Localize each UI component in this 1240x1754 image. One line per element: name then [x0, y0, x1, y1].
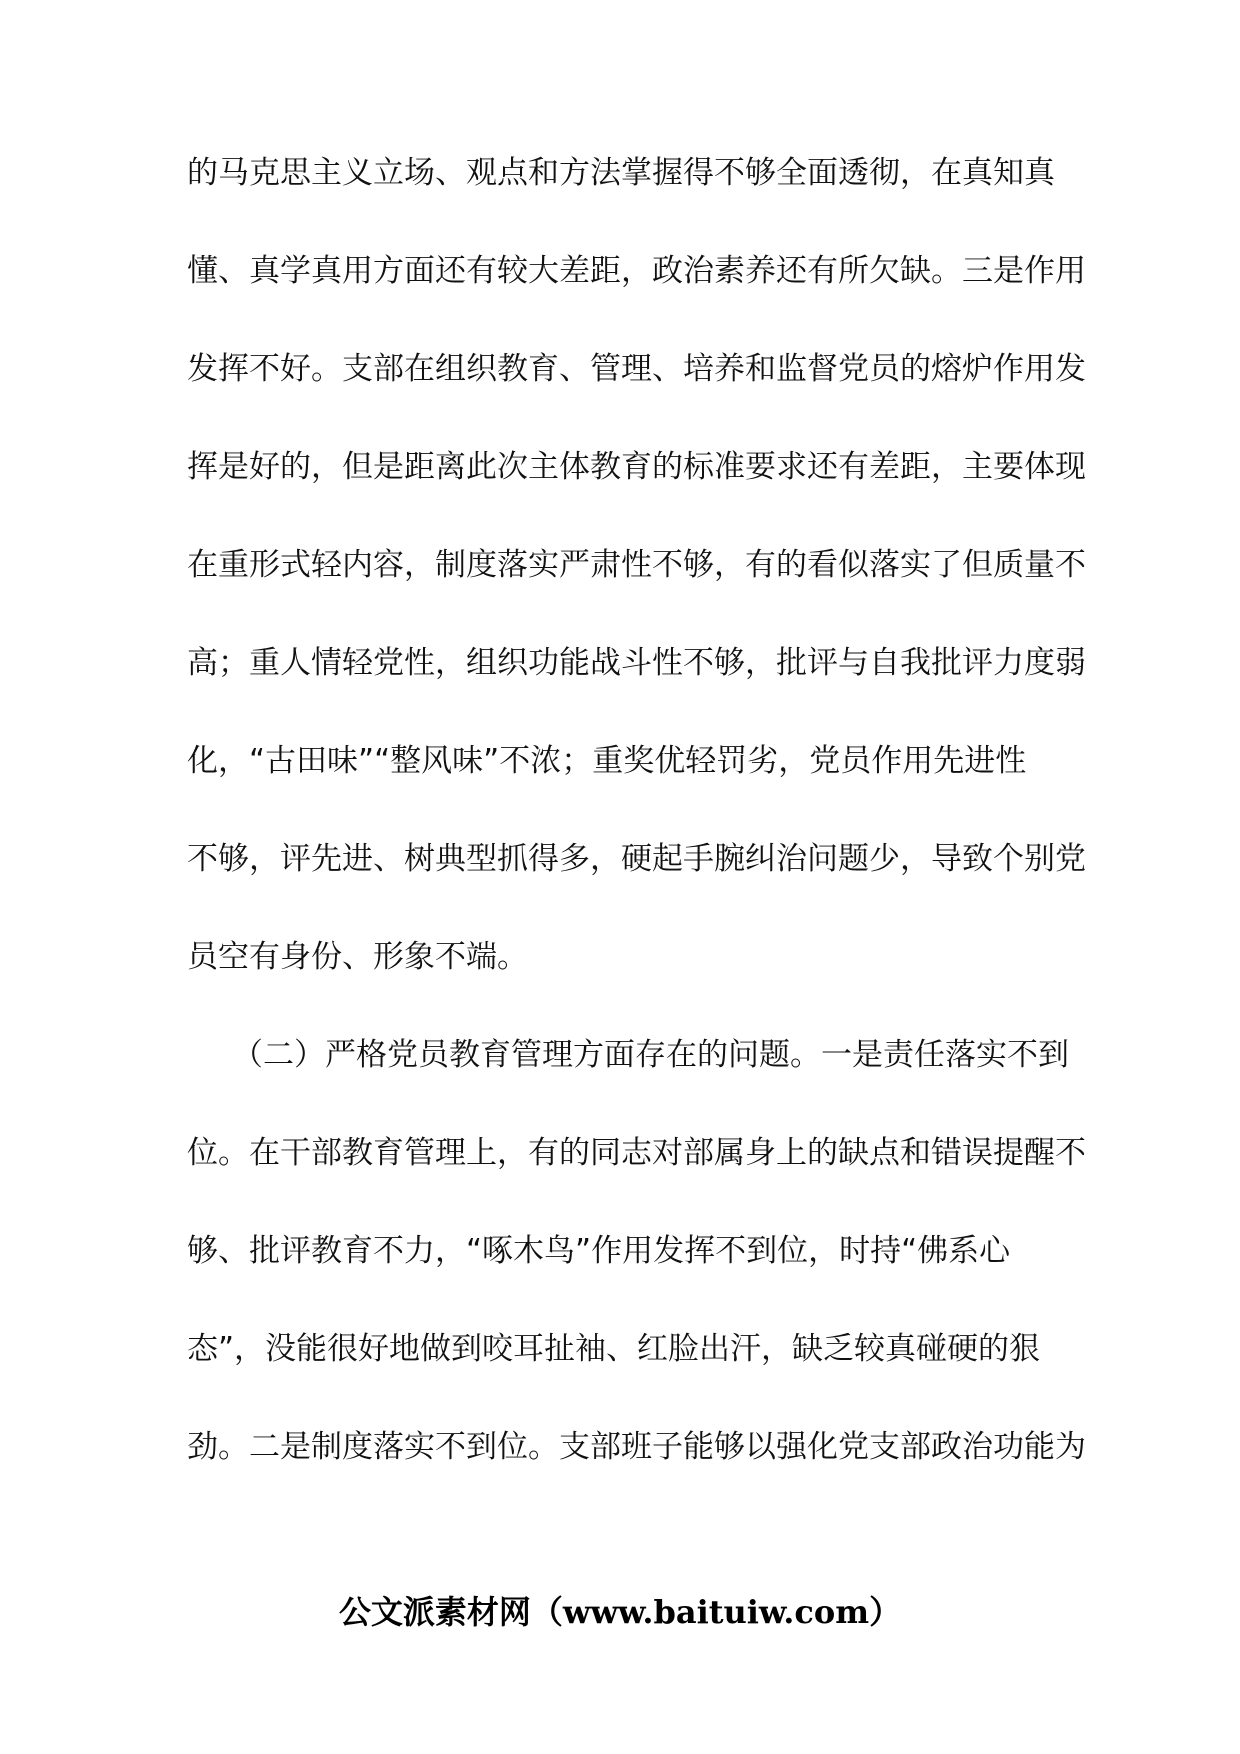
text-line: 员空有身份、形象不端。 [187, 939, 528, 975]
text-line: 够、批评教育不力，“啄木鸟”作用发挥不到位，时持“佛系心 [187, 1233, 1011, 1269]
text-line: 位。在干部教育管理上，有的同志对部属身上的缺点和错误提醒不 [187, 1135, 1086, 1171]
text-line: 化，“古田味”“整风味”不浓；重奖优轻罚劣，党员作用先进性 [187, 743, 1027, 779]
text-line: 不够，评先进、树典型抓得多，硬起手腕纠治问题少，导致个别党 [187, 841, 1086, 877]
text-line: 的马克思主义立场、观点和方法掌握得不够全面透彻，在真知真 [187, 155, 1055, 191]
text-line: 在重形式轻内容，制度落实严肃性不够，有的看似落实了但质量不 [187, 547, 1086, 583]
text-line: 态”，没能很好地做到咬耳扯袖、红脸出汗，缺乏较真碰硬的狠 [187, 1331, 1041, 1367]
text-line-indented: （二）严格党员教育管理方面存在的问题。一是责任落实不到 [232, 1037, 1069, 1073]
text-line: 发挥不好。支部在组织教育、管理、培养和监督党员的熔炉作用发 [187, 351, 1086, 387]
body-text [187, 155, 1086, 1527]
footer-watermark-text: 公文派素材网（www.baituiw.com） [338, 1593, 902, 1631]
text-line: 挥是好的，但是距离此次主体教育的标准要求还有差距，主要体现 [187, 449, 1086, 485]
text-line: 高；重人情轻党性，组织功能战斗性不够，批评与自我批评力度弱 [187, 645, 1086, 681]
text-line: 劲。二是制度落实不到位。支部班子能够以强化党支部政治功能为 [187, 1429, 1086, 1465]
text-line: 懂、真学真用方面还有较大差距，政治素养还有所欠缺。三是作用 [187, 253, 1086, 289]
